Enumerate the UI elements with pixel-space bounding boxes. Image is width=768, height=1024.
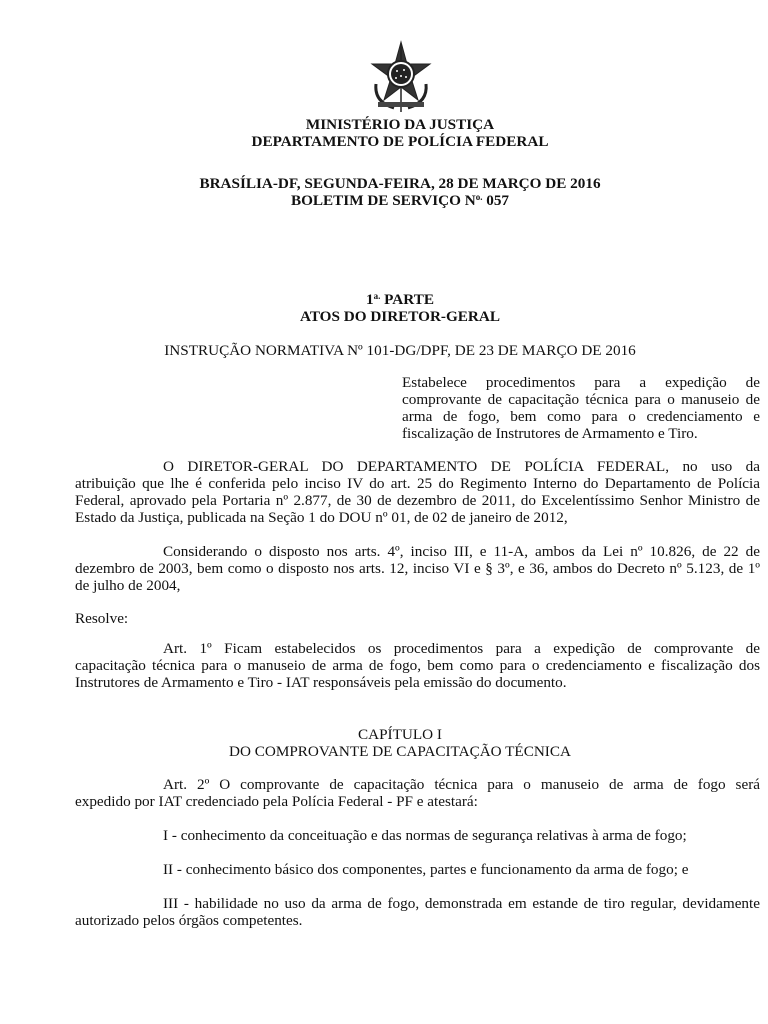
item-i: I - conhecimento da conceituação e das normas de segurança relativas à arma de fogo; xyxy=(163,827,687,844)
preamble-first-line: O DIRETOR-GERAL DO DEPARTAMENTO DE POLÍCIA FEDERAL, no uso da xyxy=(163,458,760,475)
preamble-rest: atribuição que lhe é conferida pelo inciso IV do art. 25 do Regimento Interno do Departamento de Polícia Federal, aprovado pela Portaria nº 2.877, de 30 de dezembro de 2011, do Excelentíssimo Senhor Ministro de Estado da Justiça, publicada na Seção 1 do DOU nº 01, de 02 de janeiro de 2012, xyxy=(75,475,760,526)
item-iii-first-line: III - habilidade no uso da arma de fogo, demonstrada em estande de tiro regular, devidamente xyxy=(163,895,760,912)
part-number: 1 xyxy=(366,291,374,308)
considering-rest: dezembro de 2003, bem como o disposto nos arts. 12, inciso VI e § 3º, e 36, ambos do Decreto nº 5.123, de 1º de julho de 2004, xyxy=(75,560,760,594)
item-iii-rest: autorizado pelos órgãos competentes. xyxy=(75,912,303,929)
bulletin-prefix: BOLETIM DE SERVIÇO N xyxy=(290,192,476,209)
part-title: ATOS DO DIRETOR-GERAL xyxy=(299,308,500,325)
preamble-paragraph xyxy=(75,458,760,526)
ministry-heading: MINISTÉRIO DA JUSTIÇA xyxy=(305,116,495,133)
bulletin-number: 057 xyxy=(486,192,510,209)
ementa-text: Estabelece procedimentos para a expedição de comprovante de capacitação técnica para o manuseio de arma de fogo, bem como para o credenciamento e fiscalização de Instrutores de Armamento e Tiro. xyxy=(402,374,760,442)
considering-first-line: Considerando o disposto nos arts. 4º, inciso III, e 11-A, ambos da Lei nº 10.826, de 22 de xyxy=(163,543,760,560)
coat-of-arms-emblem xyxy=(364,40,438,114)
instruction-title: INSTRUÇÃO NORMATIVA Nº 101-DG/DPF, DE 23 DE MARÇO DE 2016 xyxy=(164,342,636,359)
department-heading: DEPARTAMENTO DE POLÍCIA FEDERAL xyxy=(251,133,549,150)
resolve-label: Resolve: xyxy=(75,610,129,627)
article-2-first-line: Art. 2º O comprovante de capacitação técnica para o manuseio de arma de fogo será xyxy=(163,776,760,793)
part-label: PARTE xyxy=(384,291,434,308)
part-heading xyxy=(0,291,768,308)
considering-paragraph xyxy=(75,543,760,594)
article-1-paragraph xyxy=(75,640,760,691)
article-2-rest: expedido por IAT credenciado pela Polícia Federal - PF e atestará: xyxy=(75,793,478,810)
chapter-number: CAPÍTULO I xyxy=(358,726,442,743)
article-1-first-line: Art. 1º Ficam estabelecidos os procedimentos para a expedição de comprovante de xyxy=(163,640,760,657)
part-ordinal: a. xyxy=(373,291,381,301)
item-iii-paragraph xyxy=(75,895,760,929)
chapter-title: DO COMPROVANTE DE CAPACITAÇÃO TÉCNICA xyxy=(229,743,571,760)
place-date-heading: BRASÍLIA-DF, SEGUNDA-FEIRA, 28 DE MARÇO DE 2016 xyxy=(199,175,601,192)
bulletin-heading xyxy=(0,192,768,209)
item-ii: II - conhecimento básico dos componentes, partes e funcionamento da arma de fogo; e xyxy=(163,861,689,878)
article-2-paragraph xyxy=(75,776,760,810)
bulletin-ordinal: o. xyxy=(475,192,483,202)
article-1-rest: capacitação técnica para o manuseio de arma de fogo, bem como para o credenciamento e fiscalização dos Instrutores de Armamento e Tiro - IAT responsáveis pela emissão do documento. xyxy=(75,657,760,691)
